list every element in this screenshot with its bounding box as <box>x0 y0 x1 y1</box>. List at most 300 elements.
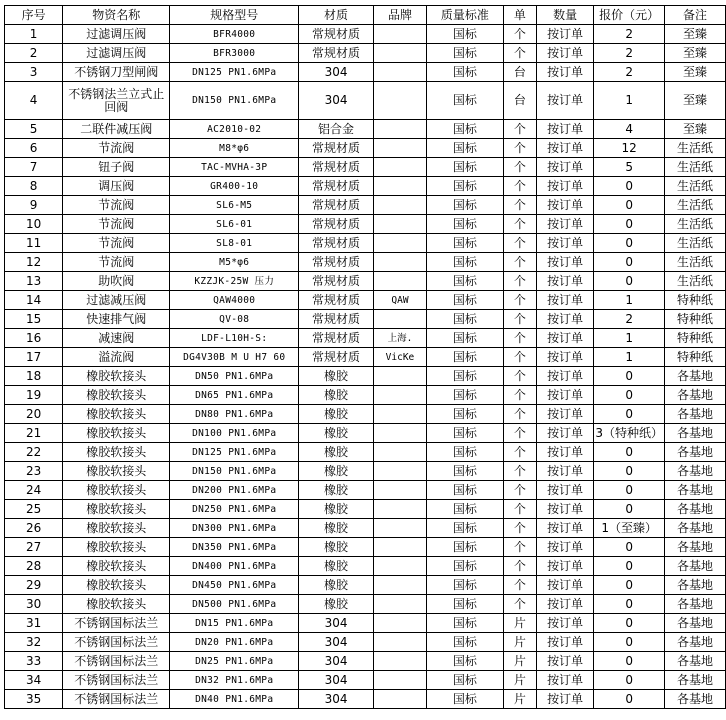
cell-quality-standard: 国标 <box>427 348 504 367</box>
cell-remark: 生活纸 <box>664 253 725 272</box>
cell-quantity: 按订单 <box>536 367 593 386</box>
cell-material: 常规材质 <box>299 234 374 253</box>
cell-material: 橡胶 <box>299 481 374 500</box>
cell-price: 3（特种纸） <box>594 424 665 443</box>
cell-price: 1 <box>594 82 665 120</box>
cell-brand <box>373 424 426 443</box>
cell-brand <box>373 538 426 557</box>
cell-material: 橡胶 <box>299 557 374 576</box>
cell-quantity: 按订单 <box>536 614 593 633</box>
cell-remark: 各基地 <box>664 405 725 424</box>
cell-spec: GR400-10 <box>170 177 299 196</box>
cell-quality-standard: 国标 <box>427 652 504 671</box>
cell-price: 0 <box>594 652 665 671</box>
cell-index: 20 <box>5 405 63 424</box>
cell-price: 0 <box>594 386 665 405</box>
table-row <box>5 481 726 500</box>
cell-unit: 个 <box>503 44 536 63</box>
cell-brand <box>373 310 426 329</box>
table-row <box>5 139 726 158</box>
cell-spec: DN125 PN1.6MPa <box>170 63 299 82</box>
cell-remark: 生活纸 <box>664 158 725 177</box>
cell-unit: 个 <box>503 234 536 253</box>
cell-index: 3 <box>5 63 63 82</box>
cell-remark: 生活纸 <box>664 234 725 253</box>
cell-brand: 上海. <box>373 329 426 348</box>
cell-material-name: 溢流阀 <box>63 348 170 367</box>
cell-price: 0 <box>594 614 665 633</box>
cell-index: 11 <box>5 234 63 253</box>
cell-remark: 各基地 <box>664 690 725 709</box>
cell-material: 常规材质 <box>299 196 374 215</box>
cell-price: 1 <box>594 329 665 348</box>
cell-quality-standard: 国标 <box>427 576 504 595</box>
cell-material-name: 节流阀 <box>63 139 170 158</box>
header-row <box>5 6 726 25</box>
cell-unit: 片 <box>503 652 536 671</box>
cell-quality-standard: 国标 <box>427 595 504 614</box>
cell-quantity: 按订单 <box>536 481 593 500</box>
cell-material: 304 <box>299 633 374 652</box>
cell-quality-standard: 国标 <box>427 481 504 500</box>
cell-brand <box>373 367 426 386</box>
cell-brand <box>373 405 426 424</box>
table-row <box>5 44 726 63</box>
cell-index: 29 <box>5 576 63 595</box>
cell-quality-standard: 国标 <box>427 367 504 386</box>
cell-quality-standard: 国标 <box>427 215 504 234</box>
cell-remark: 生活纸 <box>664 177 725 196</box>
cell-price: 0 <box>594 557 665 576</box>
cell-quality-standard: 国标 <box>427 443 504 462</box>
cell-spec: M5*φ6 <box>170 253 299 272</box>
cell-spec: SL6-01 <box>170 215 299 234</box>
header-cell-material-name: 物资名称 <box>63 6 170 25</box>
cell-material-name: 橡胶软接头 <box>63 462 170 481</box>
table-row <box>5 82 726 120</box>
table-row <box>5 671 726 690</box>
cell-material-name: 二联件减压阀 <box>63 120 170 139</box>
cell-material: 常规材质 <box>299 329 374 348</box>
cell-remark: 生活纸 <box>664 215 725 234</box>
cell-remark: 各基地 <box>664 538 725 557</box>
cell-price: 0 <box>594 367 665 386</box>
cell-spec: LDF-L10H-S: <box>170 329 299 348</box>
cell-quantity: 按订单 <box>536 690 593 709</box>
cell-price: 0 <box>594 633 665 652</box>
cell-quality-standard: 国标 <box>427 310 504 329</box>
cell-price: 0 <box>594 481 665 500</box>
cell-price: 0 <box>594 595 665 614</box>
cell-unit: 个 <box>503 519 536 538</box>
cell-quantity: 按订单 <box>536 500 593 519</box>
cell-unit: 个 <box>503 177 536 196</box>
cell-unit: 片 <box>503 671 536 690</box>
table-row <box>5 63 726 82</box>
header-cell-material: 材质 <box>299 6 374 25</box>
cell-price: 1（至臻） <box>594 519 665 538</box>
cell-material-name: 橡胶软接头 <box>63 500 170 519</box>
cell-index: 1 <box>5 25 63 44</box>
cell-price: 0 <box>594 538 665 557</box>
cell-price: 0 <box>594 177 665 196</box>
table-row <box>5 291 726 310</box>
cell-quantity: 按订单 <box>536 272 593 291</box>
cell-brand <box>373 44 426 63</box>
cell-material-name: 节流阀 <box>63 234 170 253</box>
cell-index: 34 <box>5 671 63 690</box>
cell-brand <box>373 443 426 462</box>
cell-material-name: 节流阀 <box>63 196 170 215</box>
cell-material: 常规材质 <box>299 44 374 63</box>
cell-brand <box>373 481 426 500</box>
cell-price: 1 <box>594 291 665 310</box>
cell-quantity: 按订单 <box>536 234 593 253</box>
cell-material-name: 橡胶软接头 <box>63 557 170 576</box>
cell-unit: 个 <box>503 139 536 158</box>
cell-spec: SL6-M5 <box>170 196 299 215</box>
cell-spec: DN40 PN1.6MPa <box>170 690 299 709</box>
table-row <box>5 329 726 348</box>
cell-remark: 特种纸 <box>664 310 725 329</box>
cell-remark: 各基地 <box>664 576 725 595</box>
cell-quality-standard: 国标 <box>427 177 504 196</box>
table-row <box>5 272 726 291</box>
cell-quantity: 按订单 <box>536 177 593 196</box>
cell-material-name: 钮子阀 <box>63 158 170 177</box>
cell-quantity: 按订单 <box>536 25 593 44</box>
cell-index: 10 <box>5 215 63 234</box>
cell-index: 8 <box>5 177 63 196</box>
table-row <box>5 234 726 253</box>
cell-remark: 特种纸 <box>664 329 725 348</box>
cell-material-name: 助吹阀 <box>63 272 170 291</box>
cell-remark: 生活纸 <box>664 272 725 291</box>
cell-unit: 个 <box>503 538 536 557</box>
cell-unit: 个 <box>503 462 536 481</box>
cell-quantity: 按订单 <box>536 557 593 576</box>
cell-unit: 片 <box>503 633 536 652</box>
cell-quantity: 按订单 <box>536 158 593 177</box>
cell-quantity: 按订单 <box>536 652 593 671</box>
table-body <box>5 25 726 709</box>
cell-quantity: 按订单 <box>536 386 593 405</box>
cell-brand <box>373 557 426 576</box>
cell-spec: DN150 PN1.6MPa <box>170 82 299 120</box>
cell-quality-standard: 国标 <box>427 120 504 139</box>
cell-unit: 个 <box>503 253 536 272</box>
cell-quality-standard: 国标 <box>427 272 504 291</box>
cell-unit: 个 <box>503 196 536 215</box>
cell-remark: 各基地 <box>664 443 725 462</box>
cell-material-name: 过滤减压阀 <box>63 291 170 310</box>
table-row <box>5 576 726 595</box>
cell-brand <box>373 614 426 633</box>
table-row <box>5 348 726 367</box>
cell-quality-standard: 国标 <box>427 614 504 633</box>
cell-material-name: 节流阀 <box>63 215 170 234</box>
cell-remark: 各基地 <box>664 462 725 481</box>
cell-quantity: 按订单 <box>536 633 593 652</box>
cell-quality-standard: 国标 <box>427 139 504 158</box>
cell-spec: SL8-01 <box>170 234 299 253</box>
cell-remark: 各基地 <box>664 595 725 614</box>
cell-material: 常规材质 <box>299 177 374 196</box>
cell-index: 13 <box>5 272 63 291</box>
cell-unit: 个 <box>503 348 536 367</box>
header-cell-brand: 品牌 <box>373 6 426 25</box>
cell-quality-standard: 国标 <box>427 158 504 177</box>
cell-remark: 各基地 <box>664 519 725 538</box>
table-row <box>5 253 726 272</box>
cell-spec: DN80 PN1.6MPa <box>170 405 299 424</box>
cell-unit: 个 <box>503 272 536 291</box>
cell-brand <box>373 690 426 709</box>
cell-index: 25 <box>5 500 63 519</box>
price-table <box>4 5 726 709</box>
cell-index: 6 <box>5 139 63 158</box>
cell-material-name: 过滤调压阀 <box>63 44 170 63</box>
cell-material-name: 节流阀 <box>63 253 170 272</box>
cell-material-name: 橡胶软接头 <box>63 576 170 595</box>
cell-unit: 个 <box>503 310 536 329</box>
cell-index: 23 <box>5 462 63 481</box>
cell-material-name: 橡胶软接头 <box>63 481 170 500</box>
cell-price: 2 <box>594 63 665 82</box>
header-cell-unit: 单 <box>503 6 536 25</box>
header-cell-spec: 规格型号 <box>170 6 299 25</box>
cell-price: 0 <box>594 234 665 253</box>
cell-quality-standard: 国标 <box>427 253 504 272</box>
cell-price: 2 <box>594 44 665 63</box>
cell-quantity: 按订单 <box>536 405 593 424</box>
cell-quantity: 按订单 <box>536 310 593 329</box>
cell-spec: DN200 PN1.6MPa <box>170 481 299 500</box>
table-row <box>5 196 726 215</box>
table-row <box>5 652 726 671</box>
cell-quality-standard: 国标 <box>427 500 504 519</box>
table-row <box>5 405 726 424</box>
table-row <box>5 424 726 443</box>
table-row <box>5 557 726 576</box>
cell-material: 304 <box>299 82 374 120</box>
cell-material-name: 橡胶软接头 <box>63 595 170 614</box>
table-row <box>5 500 726 519</box>
cell-spec: BFR4000 <box>170 25 299 44</box>
cell-index: 30 <box>5 595 63 614</box>
cell-unit: 个 <box>503 424 536 443</box>
cell-unit: 个 <box>503 120 536 139</box>
cell-material-name: 不锈钢法兰立式止回阀 <box>63 82 170 120</box>
cell-quantity: 按订单 <box>536 576 593 595</box>
cell-quality-standard: 国标 <box>427 291 504 310</box>
cell-remark: 生活纸 <box>664 139 725 158</box>
cell-material: 常规材质 <box>299 272 374 291</box>
cell-index: 15 <box>5 310 63 329</box>
header-cell-quantity: 数量 <box>536 6 593 25</box>
table-row <box>5 120 726 139</box>
cell-material: 橡胶 <box>299 443 374 462</box>
table-row <box>5 519 726 538</box>
cell-brand <box>373 576 426 595</box>
cell-remark: 各基地 <box>664 481 725 500</box>
cell-spec: DN15 PN1.6MPa <box>170 614 299 633</box>
table-row <box>5 443 726 462</box>
cell-material-name: 过滤调压阀 <box>63 25 170 44</box>
cell-remark: 各基地 <box>664 367 725 386</box>
cell-material-name: 橡胶软接头 <box>63 519 170 538</box>
cell-spec: KZZJK-25W 压力 <box>170 272 299 291</box>
cell-spec: DN400 PN1.6MPa <box>170 557 299 576</box>
cell-spec: DN25 PN1.6MPa <box>170 652 299 671</box>
cell-material: 常规材质 <box>299 348 374 367</box>
cell-remark: 至臻 <box>664 82 725 120</box>
cell-spec: DN300 PN1.6MPa <box>170 519 299 538</box>
cell-quantity: 按订单 <box>536 139 593 158</box>
cell-remark: 至臻 <box>664 44 725 63</box>
table-row <box>5 462 726 481</box>
cell-material-name: 橡胶软接头 <box>63 538 170 557</box>
cell-unit: 台 <box>503 63 536 82</box>
cell-unit: 个 <box>503 595 536 614</box>
cell-quantity: 按订单 <box>536 63 593 82</box>
cell-unit: 个 <box>503 386 536 405</box>
cell-quality-standard: 国标 <box>427 671 504 690</box>
cell-remark: 至臻 <box>664 25 725 44</box>
cell-remark: 各基地 <box>664 652 725 671</box>
cell-material: 橡胶 <box>299 576 374 595</box>
cell-brand <box>373 234 426 253</box>
cell-index: 9 <box>5 196 63 215</box>
cell-index: 5 <box>5 120 63 139</box>
cell-unit: 个 <box>503 557 536 576</box>
cell-material: 304 <box>299 671 374 690</box>
cell-price: 0 <box>594 690 665 709</box>
cell-material: 常规材质 <box>299 158 374 177</box>
cell-quality-standard: 国标 <box>427 44 504 63</box>
cell-spec: M8*φ6 <box>170 139 299 158</box>
cell-material: 橡胶 <box>299 519 374 538</box>
cell-material: 304 <box>299 614 374 633</box>
cell-spec: DN125 PN1.6MPa <box>170 443 299 462</box>
cell-price: 2 <box>594 25 665 44</box>
cell-price: 0 <box>594 272 665 291</box>
cell-material-name: 调压阀 <box>63 177 170 196</box>
cell-unit: 个 <box>503 291 536 310</box>
cell-brand <box>373 158 426 177</box>
cell-material-name: 橡胶软接头 <box>63 443 170 462</box>
cell-material: 铝合金 <box>299 120 374 139</box>
cell-material: 橡胶 <box>299 367 374 386</box>
header-cell-quality-standard: 质量标准 <box>427 6 504 25</box>
cell-material-name: 减速阀 <box>63 329 170 348</box>
cell-quality-standard: 国标 <box>427 462 504 481</box>
cell-index: 18 <box>5 367 63 386</box>
cell-unit: 个 <box>503 405 536 424</box>
cell-index: 35 <box>5 690 63 709</box>
cell-price: 12 <box>594 139 665 158</box>
cell-quality-standard: 国标 <box>427 196 504 215</box>
cell-remark: 特种纸 <box>664 291 725 310</box>
cell-index: 19 <box>5 386 63 405</box>
cell-material: 橡胶 <box>299 386 374 405</box>
cell-price: 0 <box>594 671 665 690</box>
cell-index: 22 <box>5 443 63 462</box>
table-row <box>5 595 726 614</box>
cell-brand <box>373 652 426 671</box>
cell-spec: DN100 PN1.6MPa <box>170 424 299 443</box>
cell-quality-standard: 国标 <box>427 405 504 424</box>
cell-price: 0 <box>594 253 665 272</box>
cell-unit: 片 <box>503 614 536 633</box>
cell-remark: 各基地 <box>664 633 725 652</box>
cell-material-name: 不锈钢国标法兰 <box>63 614 170 633</box>
cell-material: 常规材质 <box>299 25 374 44</box>
cell-material-name: 不锈钢国标法兰 <box>63 633 170 652</box>
cell-material: 橡胶 <box>299 500 374 519</box>
cell-index: 32 <box>5 633 63 652</box>
cell-price: 4 <box>594 120 665 139</box>
table-row <box>5 633 726 652</box>
table-row <box>5 690 726 709</box>
cell-unit: 台 <box>503 82 536 120</box>
cell-index: 33 <box>5 652 63 671</box>
cell-unit: 个 <box>503 576 536 595</box>
cell-quantity: 按订单 <box>536 82 593 120</box>
cell-material: 常规材质 <box>299 310 374 329</box>
cell-index: 12 <box>5 253 63 272</box>
cell-remark: 各基地 <box>664 424 725 443</box>
cell-index: 26 <box>5 519 63 538</box>
cell-material: 橡胶 <box>299 538 374 557</box>
cell-quantity: 按订单 <box>536 348 593 367</box>
cell-index: 28 <box>5 557 63 576</box>
cell-brand <box>373 215 426 234</box>
cell-material: 橡胶 <box>299 424 374 443</box>
cell-index: 17 <box>5 348 63 367</box>
cell-material-name: 橡胶软接头 <box>63 386 170 405</box>
cell-quality-standard: 国标 <box>427 63 504 82</box>
cell-spec: DN150 PN1.6MPa <box>170 462 299 481</box>
header-cell-remark: 备注 <box>664 6 725 25</box>
cell-quantity: 按订单 <box>536 595 593 614</box>
cell-brand <box>373 633 426 652</box>
cell-remark: 各基地 <box>664 671 725 690</box>
table-row <box>5 177 726 196</box>
cell-spec: DG4V30B M U H7 60 <box>170 348 299 367</box>
cell-spec: DN500 PN1.6MPa <box>170 595 299 614</box>
cell-brand <box>373 519 426 538</box>
cell-price: 0 <box>594 576 665 595</box>
cell-price: 1 <box>594 348 665 367</box>
cell-remark: 各基地 <box>664 386 725 405</box>
cell-material: 常规材质 <box>299 139 374 158</box>
cell-quantity: 按订单 <box>536 253 593 272</box>
cell-brand <box>373 595 426 614</box>
cell-unit: 个 <box>503 481 536 500</box>
cell-quantity: 按订单 <box>536 291 593 310</box>
cell-index: 31 <box>5 614 63 633</box>
cell-quality-standard: 国标 <box>427 386 504 405</box>
cell-spec: DN250 PN1.6MPa <box>170 500 299 519</box>
cell-spec: DN65 PN1.6MPa <box>170 386 299 405</box>
cell-quantity: 按订单 <box>536 196 593 215</box>
cell-quality-standard: 国标 <box>427 234 504 253</box>
cell-index: 7 <box>5 158 63 177</box>
cell-brand: QAW <box>373 291 426 310</box>
cell-spec: DN32 PN1.6MPa <box>170 671 299 690</box>
cell-spec: DN450 PN1.6MPa <box>170 576 299 595</box>
